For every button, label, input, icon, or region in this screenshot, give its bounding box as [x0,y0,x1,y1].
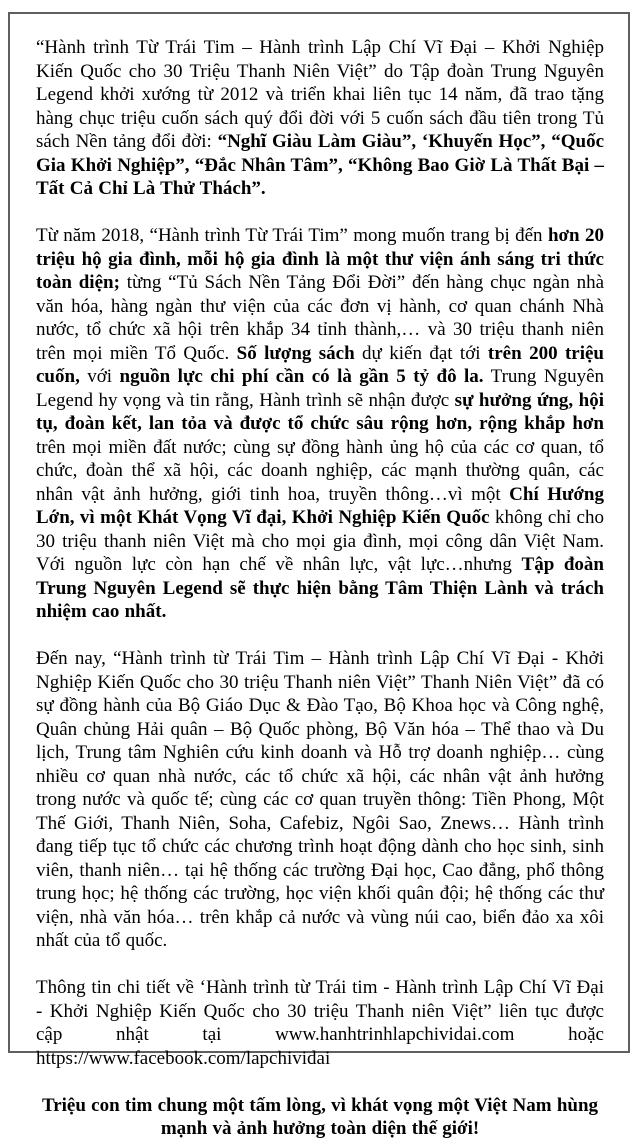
text-run: dự kiến đạt tới [354,342,488,364]
bold-text-run: trên 200 triệu cuốn, [36,342,604,387]
text-run: Thông tin chi tiết về ‘Hành trình từ Trái tim - Hành trình Lập Chí Vĩ Đại - Khởi Nghiệp Kiến Quốc cho 30 triệu Thanh niên Việt” liên tục được cập nhật tại [36,977,604,1045]
text-run: hoặc [514,1024,604,1045]
bold-text-run: “Nghĩ Giàu Làm Giàu”, ‘Khuyến Học”, “Quốc Gia Khởi Nghiệp”, “Đắc Nhân Tâm”, “Không Bao Giờ Là Thất Bại – Tất Cả Chỉ Là Thử Thách”. [36,131,604,199]
text-run: không chỉ cho 30 triệu thanh niên Việt mà cho mọi gia đình, mọi công dân Việt Nam. Với nguồn lực còn hạn chế về nhân lực, vật lực…nhưng [36,507,604,575]
text-run: từng “Tủ Sách Nền Tảng Đổi Đời” đến hàng chục ngàn nhà văn hóa, hàng ngàn thư viện của các đơn vị hành, cơ quan chánh Nhà nước, tổ chức xã hội trên khắp 34 tỉnh thành,… và 30 triệu thanh niên trên mọi miền Tổ Quốc. [36,272,604,364]
url-text: www.hanhtrinhlapchividai.com [275,1024,515,1045]
bold-text-run: hơn 20 triệu hộ gia đình, mỗi hộ gia đình là một thư viện ánh sáng tri thức toàn diện; [36,225,604,293]
url-text: https://www.facebook.com/lapchividai [36,1047,331,1069]
text-run: với [79,366,120,387]
vision-paragraph [36,224,604,624]
text-run: Đến nay, “Hành trình từ Trái Tim – Hành trình Lập Chí Vĩ Đại - Khởi Nghiệp Kiến Quốc cho 30 triệu Thanh niên Việt” Thanh Niên Việt” đã có sự đồng hành của Bộ Giáo Dục & Đào Tạo, Bộ Khoa học và Công nghệ, Quân chủng Hải quân – Bộ Quốc phòng, Bộ Văn hóa – Thể thao và Du lịch, Trung tâm Nghiên cứu kinh doanh và Hỗ trợ doanh nghiệp… cùng nhiều cơ quan nhà nước, các tổ chức xã hội, các nhân vật ảnh hưởng trong nước và quốc tế; cùng các cơ quan truyền thông: Tiền Phong, Một Thế Giới, Thanh Niên, Soha, Cafebiz, Ngôi Sao, Znews… Hành trình đang tiếp tục tổ chức các chương trình hoạt động dành cho học sinh, sinh viên, thanh niên… tại hệ thống các trường Đại học, Cao đẳng, phổ thông trung học; hệ thống các trường, học viện khối quân đội; hệ thống các thư viện, nhà văn hóa… trên khắp cả nước và vùng núi cao, biển đảo xa xôi nhất của tổ quốc. [36,648,604,951]
text-run: “Hành trình Từ Trái Tim – Hành trình Lập Chí Vĩ Đại – Khởi Nghiệp Kiến Quốc cho 30 Triệu Thanh Niên Việt” do Tập đoàn Trung Nguyên Legend khởi xướng từ 2012 và triển khai liên tục 14 năm, đã trao tặng hàng chục triệu cuốn sách quý đổi đời với 5 cuốn sách đầu tiên trong Tủ sách Nền tảng đổi đời: [36,37,604,152]
text-run: Từ năm 2018, “Hành trình Từ Trái Tim” mong muốn trang bị đến [36,225,548,246]
bold-text-run: nguồn lực chi phí cần có là gần 5 tỷ đô la. [119,366,484,387]
progress-paragraph [36,647,604,953]
bold-text-run: Triệu con tim chung một tấm lòng, vì khát vọng một Việt Nam hùng mạnh và ảnh hưởng toàn diện thế giới! [41,1094,599,1139]
closing-tagline [36,1094,604,1141]
text-run: trên mọi miền đất nước; cùng sự đồng hành ủng hộ của các cơ quan, tổ chức, đoàn thể xã hội, các doanh nghiệp, các mạnh thường quân, các nhân vật ảnh hưởng, giới tinh hoa, truyền thông…vì một [36,436,604,505]
bold-text-run: sự hưởng ứng, hội tụ, đoàn kết, lan tỏa và được tổ chức sâu rộng hơn, rộng khắp hơn [36,389,604,434]
contact-info-paragraph [36,976,604,1070]
document-content [36,36,604,1141]
bold-text-run: Tập đoàn Trung Nguyên Legend sẽ thực hiện bằng Tâm Thiện Lành và trách nhiệm cao nhất. [36,554,605,622]
bold-text-run: Số lượng sách [236,342,355,364]
page-border-frame [8,12,630,1139]
bold-text-run: Chí Hướng Lớn, vì một Khát Vọng Vĩ đại, Khởi Nghiệp Kiến Quốc [36,483,604,528]
text-run: Trung Nguyên Legend hy vọng và tin rằng, Hành trình sẽ nhận được [36,366,604,411]
intro-paragraph [36,36,604,201]
